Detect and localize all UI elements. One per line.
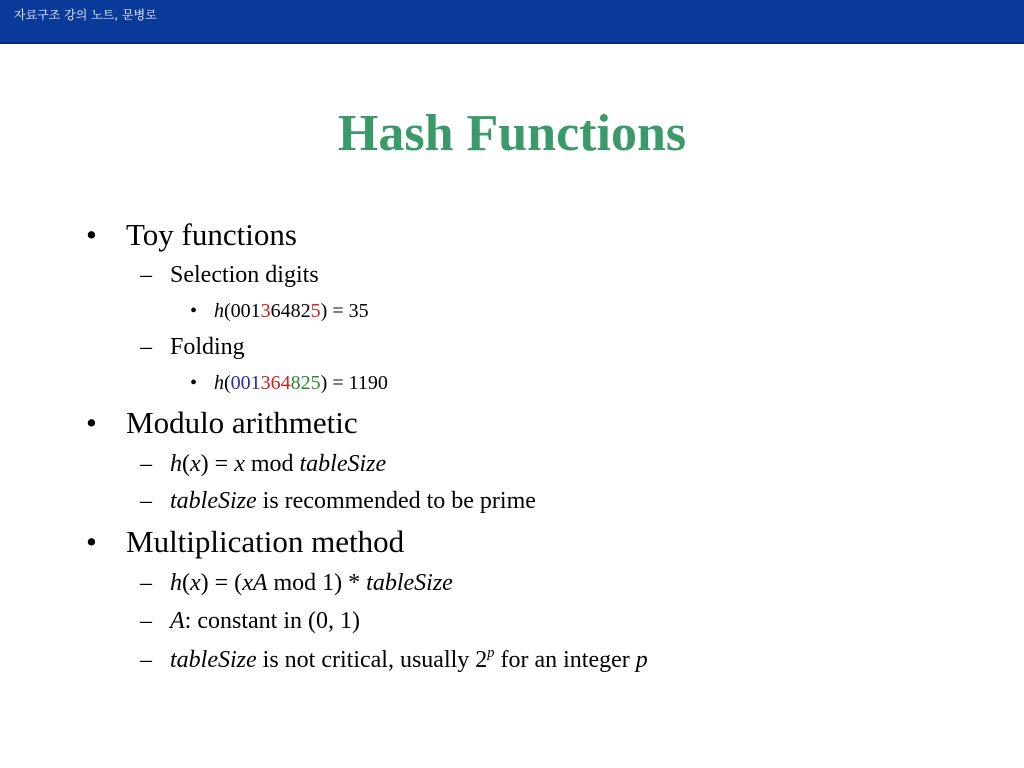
header-text: 자료구조 강의 노트, 문병로	[14, 8, 157, 22]
dash-marker: –	[140, 647, 152, 673]
item-tablesize-prime: tableSize is recommended to be prime	[170, 488, 536, 514]
dash-marker: –	[140, 262, 152, 288]
dash-marker: –	[140, 570, 152, 596]
section-heading-multiplication-method: Multiplication method	[126, 524, 405, 559]
item-tablesize-not-critical: tableSize is not critical, usually 2$^p$ for an integer p	[170, 644, 648, 673]
bullet-marker: •	[86, 405, 97, 440]
slide-title: Hash Functions	[337, 105, 687, 162]
bullet-marker: •	[190, 372, 198, 394]
section-heading-toy-functions: Toy functions	[126, 217, 297, 252]
dash-marker: –	[140, 608, 152, 634]
dash-marker: –	[140, 488, 152, 514]
bullet-marker: •	[86, 217, 97, 252]
item-modulo-formula: h(x) = x mod tableSize	[170, 451, 387, 477]
section-heading-modulo-arithmetic: Modulo arithmetic	[126, 405, 358, 440]
fn-h: h	[214, 300, 224, 322]
header-bar	[0, 0, 1024, 44]
example-folding: h(001364825) = 1190	[214, 372, 388, 394]
fn-h: h	[214, 372, 224, 394]
item-constant-a: A: constant in (0, 1)	[170, 608, 360, 634]
item-multiplication-formula: h(x) = (xA mod 1) * tableSize	[170, 570, 453, 596]
item-folding: Folding	[170, 334, 245, 360]
item-selection-digits: Selection digits	[170, 262, 319, 288]
bullet-marker: •	[86, 524, 97, 559]
dash-marker: –	[140, 451, 152, 477]
dash-marker: –	[140, 334, 152, 360]
example-selection-digits: h(001364825) = 35	[214, 300, 369, 322]
bullet-marker: •	[190, 300, 198, 322]
